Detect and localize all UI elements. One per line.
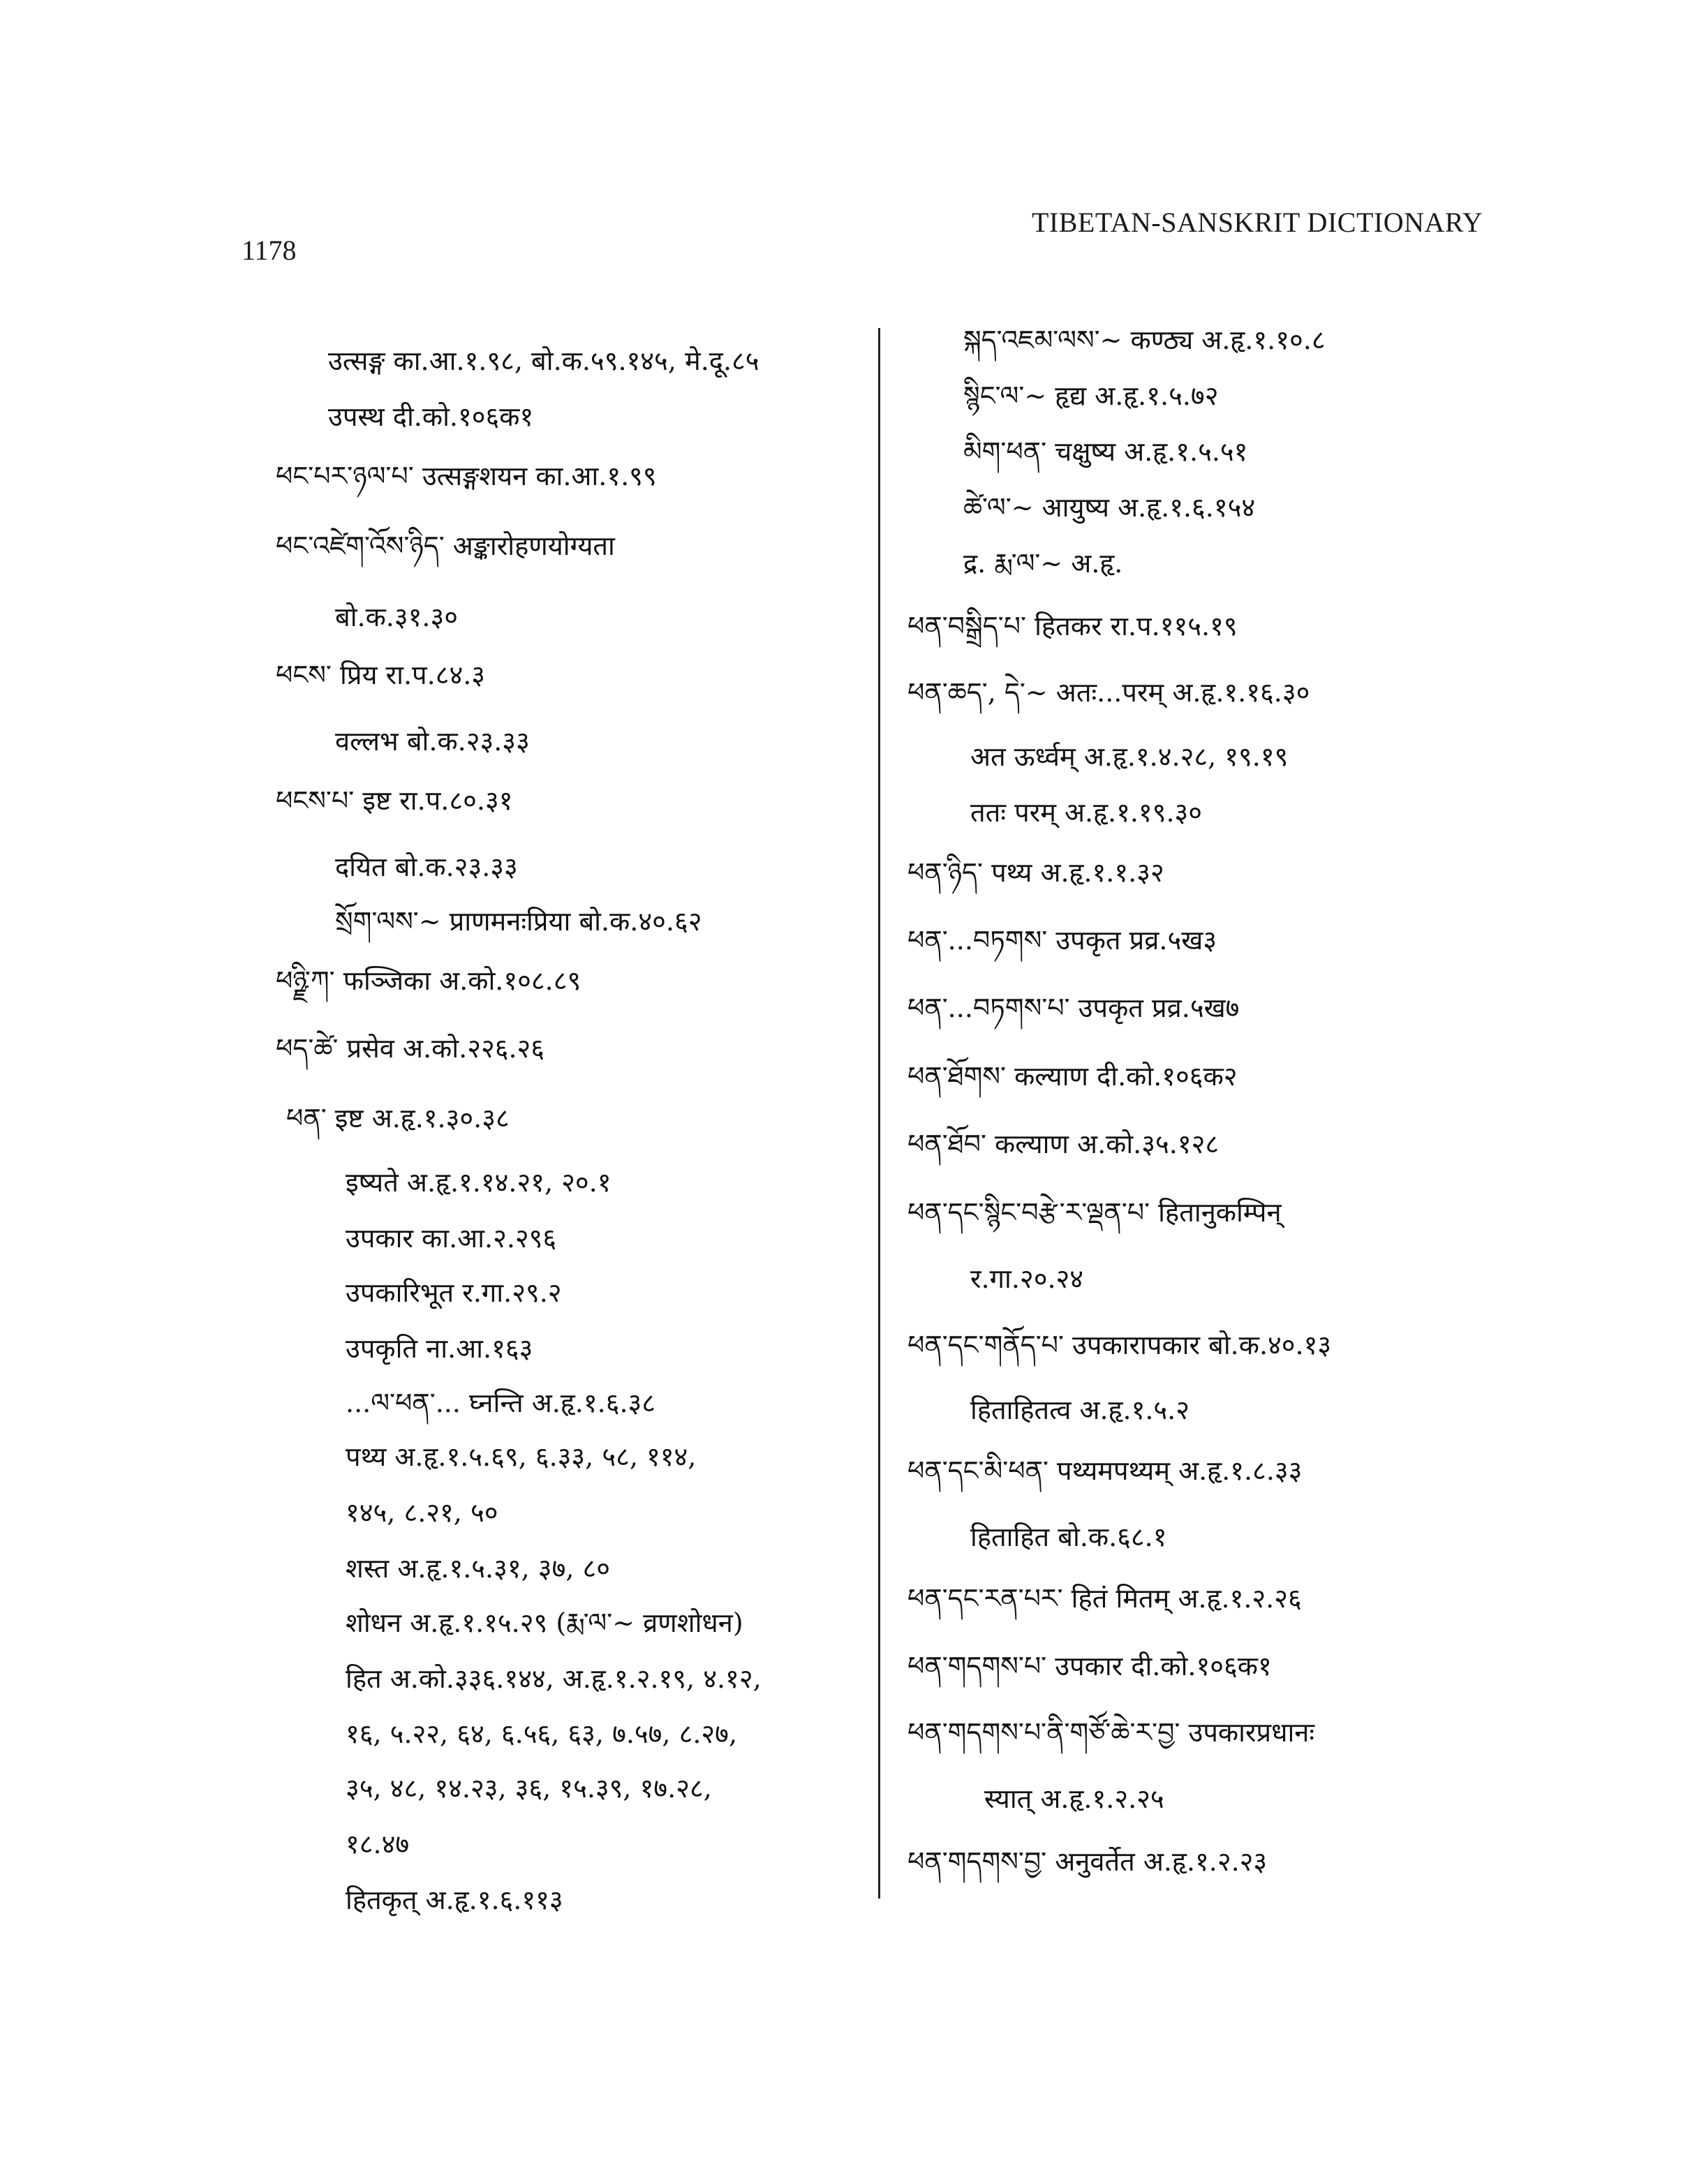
dictionary-entry: ཕན་ཉིད་ पथ्य अ.हृ.१.१.३२ — [907, 857, 1164, 888]
dictionary-line: हिताहित बो.क.६८.१ — [970, 1522, 1167, 1552]
dictionary-entry: ཕན་དང་མི་ཕན་ पथ्यमपथ्यम् अ.हृ.१.८.३३ — [907, 1455, 1303, 1486]
dictionary-line: १८.४७ — [346, 1829, 410, 1859]
dictionary-line: १६, ५.२२, ६४, ६.५६, ६३, ७.५७, ८.२७, — [346, 1718, 738, 1749]
dictionary-line: स्यात् अ.हृ.१.२.२५ — [984, 1783, 1164, 1814]
dictionary-line: हित अ.को.३३६.१४४, अ.हृ.१.२.१९, ४.१२, — [346, 1663, 762, 1694]
dictionary-line: बो.क.३१.३० — [335, 602, 459, 632]
dictionary-entry: ཕངས་ प्रिय रा.प.८४.३ — [276, 660, 486, 690]
dictionary-entry: ཕན་...བཏགས་པ་ उपकृत प्रव्र.५ख७ — [907, 993, 1240, 1023]
dictionary-line: उपकृति ना.आ.१६३ — [346, 1333, 533, 1364]
dictionary-line: སྙིང་ལ་~ हृद्य अ.हृ.१.५.७२ — [963, 380, 1219, 411]
dictionary-line: दयित बो.क.२३.३३ — [335, 852, 518, 882]
dictionary-entry: ཕན་ཆད་, དེ་~ अतः...परम् अ.हृ.१.१६.३० — [907, 677, 1310, 708]
dictionary-line: उपकार का.आ.२.२९६ — [346, 1223, 557, 1254]
dictionary-entry: ཕད་ཚེ་ प्रसेव अ.को.२२६.२६ — [276, 1033, 545, 1064]
dictionary-line: ...ལ་ཕན་... घ्नन्ति अ.हृ.१.६.३८ — [346, 1388, 656, 1418]
dictionary-entry: ཕན་ཐོགས་ कल्याण दी.को.१०६क२ — [907, 1061, 1238, 1092]
dictionary-entry: ཕཉྫི་ཀ་ फञ्जिका अ.को.१०८.८९ — [276, 965, 581, 996]
dictionary-entry: ཕན་ इष्ट अ.हृ.१.३०.३८ — [286, 1103, 510, 1134]
dictionary-entry: ཕན་བསྒྲིད་པ་ हितकर रा.प.११५.१९ — [907, 611, 1238, 641]
dictionary-line: སྲོག་ལས་~ प्राणमनःप्रिया बो.क.४०.६२ — [335, 906, 702, 937]
page-number: 1178 — [242, 235, 297, 266]
dictionary-line: ३५, ४८, १४.२३, ३६, १५.३९, १७.२८, — [346, 1773, 712, 1804]
dictionary-line: र.गा.२०.२४ — [970, 1263, 1084, 1294]
dictionary-entry: ཕང་པར་ཉལ་པ་ उत्सङ्गशयन का.आ.१.९९ — [276, 461, 657, 491]
dictionary-line: हिताहितत्व अ.हृ.१.५.२ — [970, 1395, 1190, 1425]
dictionary-entry: ཕན་དང་གནོད་པ་ उपकारापकार बो.क.४०.१३ — [907, 1330, 1332, 1360]
dictionary-entry: ཕང་འཛེག་འོས་ཉིད་ अङ्कारोहणयोग्यता — [276, 530, 615, 561]
dictionary-line: पथ्य अ.हृ.१.५.६९, ६.३३, ५८, ११४, — [346, 1441, 697, 1472]
dictionary-line: ततः परम् अ.हृ.१.१९.३० — [970, 797, 1203, 828]
dictionary-entry: ཕན་དང་རན་པར་ हितं मितम् अ.हृ.१.२.२६ — [907, 1583, 1302, 1614]
dictionary-entry: ཕན་...བཏགས་ उपकृत प्रव्र.५ख३ — [907, 925, 1217, 956]
dictionary-line: शस्त अ.हृ.१.५.३१, ३७, ८० — [346, 1553, 611, 1584]
dictionary-line: इष्यते अ.हृ.१.१४.२१, २०.१ — [346, 1167, 611, 1198]
dictionary-entry: ཕན་ཐོབ་ कल्याण अ.को.३५.१२८ — [907, 1129, 1220, 1159]
dictionary-line: སྐད་འཇམ་ལས་~ कण्ठ्य अ.हृ.१.१०.८ — [963, 325, 1326, 355]
dictionary-entry: ཕན་གདགས་པ་ནི་གཙོ་ཆེ་ར་བྱ་ उपकारप्रधानः — [907, 1717, 1315, 1748]
dictionary-line: वल्लभ बो.क.२३.३३ — [335, 726, 530, 757]
column-divider — [878, 328, 880, 1899]
dictionary-line: हितकृत् अ.हृ.१.६.११३ — [346, 1885, 563, 1915]
dictionary-entry: ཕངས་པ་ इष्ट रा.प.८०.३१ — [276, 785, 513, 816]
dictionary-line: उत्सङ्ग का.आ.१.९८, बो.क.५९.१४५, मे.दू.८५ — [328, 346, 759, 376]
dictionary-entry: ཕན་གདགས་བྱ་ अनुवर्तेत अ.हृ.१.२.२३ — [907, 1846, 1268, 1877]
dictionary-line: द्र. རྨ་ལ་~ अ.हृ. — [963, 548, 1123, 579]
dictionary-line: १४५, ८.२१, ५० — [346, 1497, 498, 1528]
dictionary-line: उपकारिभूत र.गा.२९.२ — [346, 1277, 562, 1308]
dictionary-entry: ཕན་གདགས་པ་ उपकार दी.को.१०६क१ — [907, 1651, 1272, 1681]
dictionary-line: शोधन अ.हृ.१.१५.२९ (རྨ་ལ་~ व्रणशोधन) — [346, 1607, 743, 1638]
dictionary-entry: ཕན་དང་སྙིང་བརྩེ་ར་ལྡན་པ་ हितानुकम्पिन् — [907, 1197, 1282, 1228]
dictionary-line: उपस्थ दी.को.१०६क१ — [328, 401, 534, 432]
dictionary-line: ཚེ་ལ་~ आयुष्य अ.हृ.१.६.१५४ — [963, 492, 1256, 523]
running-head: TIBETAN-SANSKRIT DICTIONARY — [1032, 207, 1483, 238]
dictionary-line: अत ऊर्ध्वम् अ.हृ.१.४.२८, १९.१९ — [970, 741, 1289, 772]
dictionary-line: མིག་ཕན་ चक्षुष्य अ.हृ.१.५.५१ — [963, 436, 1248, 467]
